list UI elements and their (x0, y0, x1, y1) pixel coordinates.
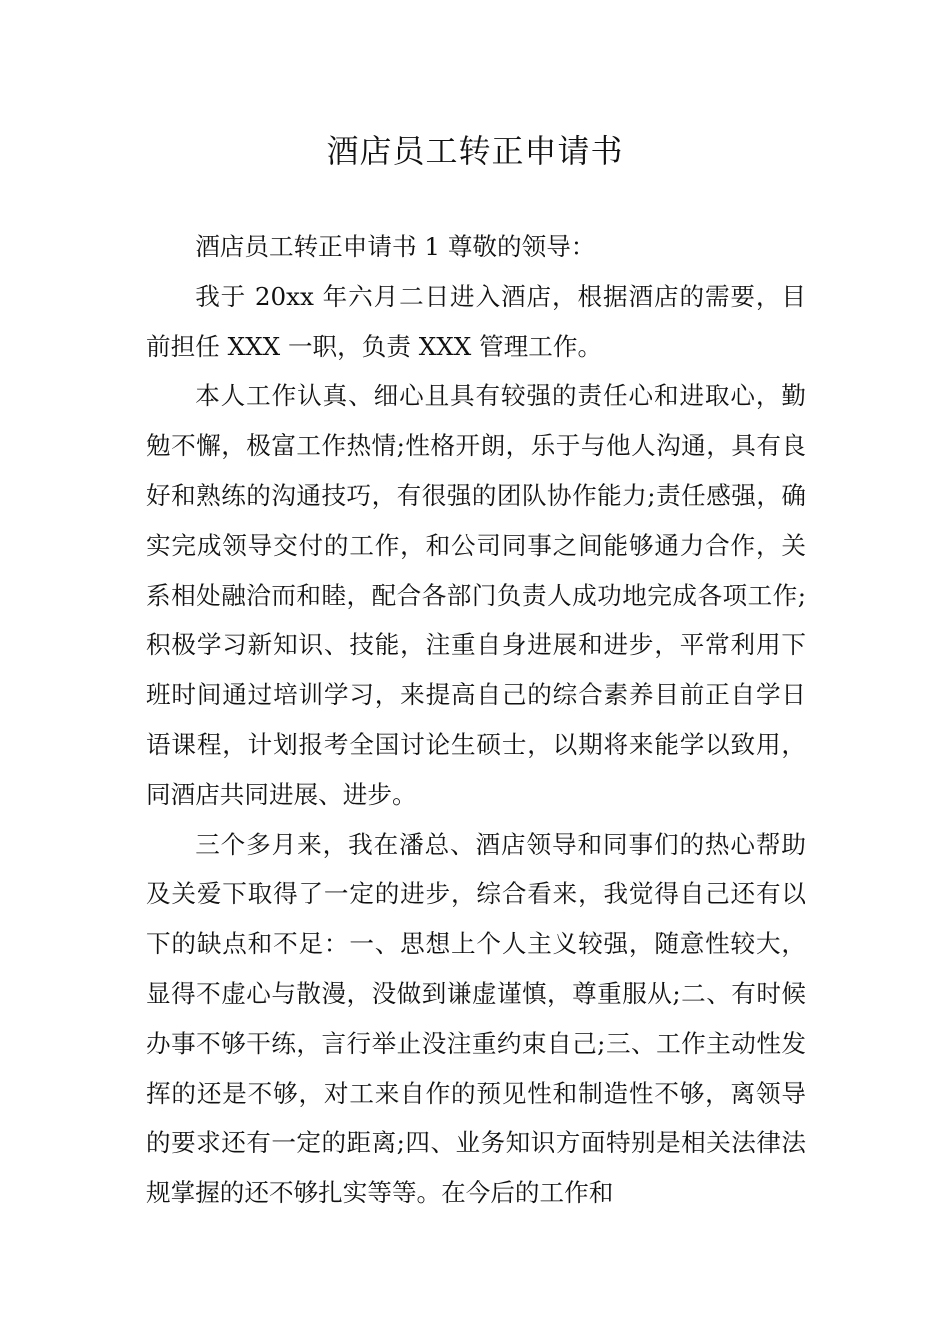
paragraph-entry: 我于 20xx 年六月二日进入酒店，根据酒店的需要，目前担任 XXX 一职，负责 XXX 管理工作。 (146, 281, 806, 361)
paragraph-salutation: 酒店员工转正申请书 1 尊敬的领导： (195, 232, 596, 261)
paragraph-shortcomings: 三个多月来，我在潘总、酒店领导和同事们的热心帮助及关爱下取得了一定的进步，综合看来，我觉得自己还有以下的缺点和不足：一、思想上个人主义较强，随意性较大，显得不虚心与散漫，没做到谦虚谨慎，尊重服从;二、有时候办事不够干练，言行举止没注重约束自己;三、工作主动性发挥的还是不够，对工来自作的预见性和制造性不够，离领导的要求还有一定的距离;四、业务知识方面特别是相关法律法规掌握的还不够扎实等等。在今后的工作和 (146, 829, 806, 1208)
paragraph-qualities: 本人工作认真、细心且具有较强的责任心和进取心，勤勉不懈，极富工作热情;性格开朗，乐于与他人沟通，具有良好和熟练的沟通技巧，有很强的团队协作能力;责任感强，确实完成领导交付的工作，和公司同事之间能够通力合作，关系相处融洽而和睦，配合各部门负责人成功地完成各项工作;积极学习新知识、技能，注重自身进展和进步，平常利用下班时间通过培训学习，来提高自己的综合素养目前正自学日语课程，计划报考全国讨论生硕士，以期将来能学以致用，同酒店共同进展、进步。 (146, 381, 806, 809)
document-body (146, 222, 806, 1218)
document-title: 酒店员工转正申请书 (326, 132, 624, 170)
